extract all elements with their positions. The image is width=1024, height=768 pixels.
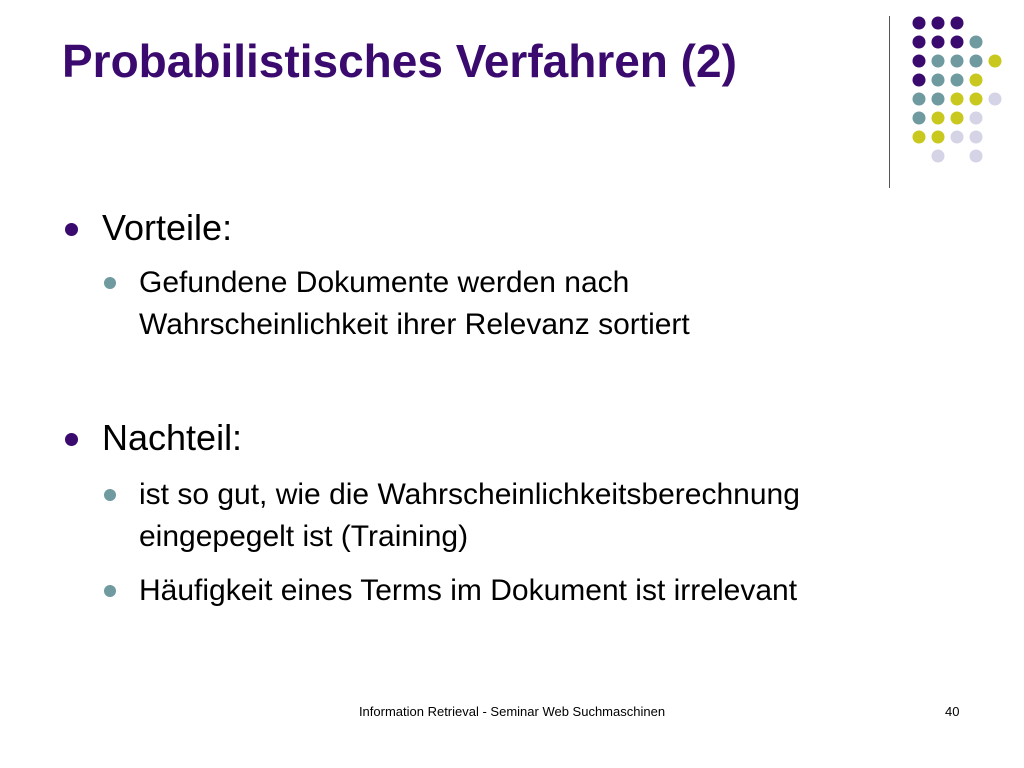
- bullet-nachteil: [62, 418, 242, 458]
- bullet-heading: Vorteile:: [102, 207, 233, 248]
- slide-footer: Information Retrieval - Seminar Web Suchmaschinen: [358, 704, 666, 719]
- bullet-text-line: Häufigkeit eines Terms im Dokument ist irrelevant: [139, 574, 798, 607]
- bullet-nachteil-item-2: [104, 570, 797, 612]
- bullet-nachteil-item-1: [104, 474, 800, 558]
- bullet-heading: Nachteil:: [102, 417, 243, 458]
- slide-title: Probabilistisches Verfahren (2): [62, 35, 737, 87]
- bullet-text-line: Wahrscheinlichkeit ihrer Relevanz sortiert: [139, 308, 690, 341]
- page-number: 40: [945, 704, 960, 719]
- bullet-vorteile-item-1: [104, 262, 690, 346]
- bullet-text-line: Gefundene Dokumente werden nach: [139, 266, 630, 299]
- bullet-text-line: eingepegelt ist (Training): [139, 520, 469, 553]
- bullet-vorteile: [62, 208, 232, 248]
- bullet-text-line: ist so gut, wie die Wahrscheinlichkeitsberechnung: [139, 478, 800, 511]
